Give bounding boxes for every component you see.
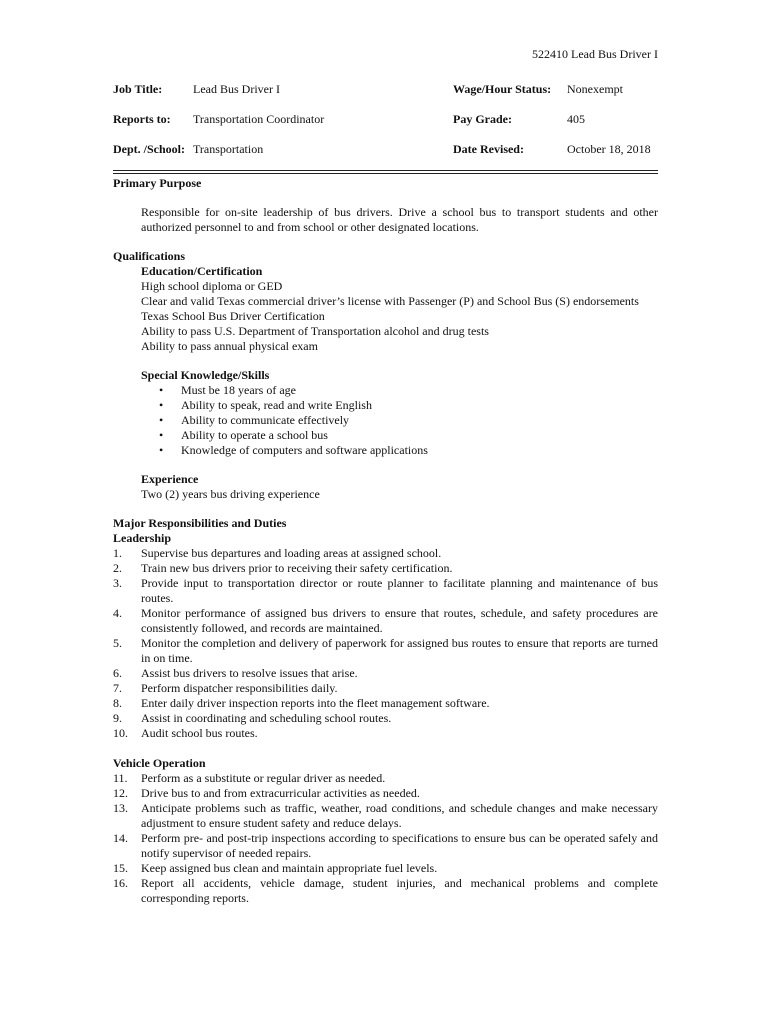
vehicle-duties-list	[113, 771, 658, 906]
duty-text: Supervise bus departures and loading areas at assigned school.	[141, 546, 442, 560]
duty-text: Assist in coordinating and scheduling school routes.	[141, 711, 392, 725]
duty-number: 16.	[113, 876, 128, 890]
skills-list	[113, 383, 658, 458]
duty-item	[113, 786, 658, 801]
duty-number: 7.	[113, 681, 122, 695]
wage-status-label: Wage/Hour Status:	[453, 82, 552, 96]
skill-item: • Knowledge of computers and software applications	[181, 443, 658, 458]
education-item: Clear and valid Texas commercial driver’s license with Passenger (P) and School Bus (S) endorsements	[141, 294, 639, 308]
duty-text: Assist bus drivers to resolve issues that arise.	[141, 666, 358, 680]
duty-text: Enter daily driver inspection reports into the fleet management software.	[141, 696, 490, 710]
duty-text: Perform pre- and post-trip inspections according to specifications to ensure bus can be operated safely and notify supervisor of needed repairs.	[141, 831, 658, 860]
duty-number: 12.	[113, 786, 128, 800]
date-revised-value: October 18, 2018	[567, 142, 651, 156]
duty-item	[113, 711, 658, 726]
duty-item	[113, 771, 658, 786]
duty-number: 3.	[113, 576, 122, 590]
duty-number: 1.	[113, 546, 122, 560]
header-row-1	[113, 82, 658, 112]
header-divider	[113, 170, 658, 171]
duty-text: Anticipate problems such as traffic, weather, road conditions, and schedule changes and make necessary adjustment to ensure student safety and reduce delays.	[141, 801, 658, 830]
skill-item: • Ability to communicate effectively	[181, 413, 658, 428]
skills-heading: Special Knowledge/Skills	[141, 368, 270, 382]
duty-item	[113, 801, 658, 831]
education-heading: Education/Certification	[141, 264, 263, 278]
duty-item	[113, 666, 658, 681]
skill-item: • Must be 18 years of age	[181, 383, 658, 398]
job-header	[113, 82, 658, 172]
duty-text: Train new bus drivers prior to receiving their safety certification.	[141, 561, 453, 575]
education-item: Ability to pass U.S. Department of Transportation alcohol and drug tests	[141, 324, 489, 338]
duty-item	[113, 546, 658, 561]
dept-label: Dept. /School:	[113, 142, 185, 156]
duty-text: Report all accidents, vehicle damage, student injuries, and mechanical problems and complete corresponding reports.	[141, 876, 658, 905]
job-title-value: Lead Bus Driver I	[193, 82, 280, 96]
duty-item	[113, 681, 658, 696]
primary-purpose-heading: Primary Purpose	[113, 176, 202, 190]
duty-text: Audit school bus routes.	[141, 726, 258, 740]
leadership-duties-list	[113, 546, 658, 741]
skill-item: • Ability to speak, read and write English	[181, 398, 658, 413]
skill-item: • Ability to operate a school bus	[181, 428, 658, 443]
duties-heading: Major Responsibilities and Duties	[113, 516, 287, 530]
duty-item	[113, 636, 658, 666]
duty-item	[113, 831, 658, 861]
education-list	[113, 279, 658, 354]
duty-item	[113, 726, 658, 741]
duty-text: Keep assigned bus clean and maintain appropriate fuel levels.	[141, 861, 438, 875]
duty-number: 11.	[113, 771, 128, 785]
duty-number: 13.	[113, 801, 128, 815]
vehicle-operation-heading: Vehicle Operation	[113, 756, 206, 770]
duty-item	[113, 696, 658, 711]
education-item: High school diploma or GED	[141, 279, 283, 293]
reports-to-label: Reports to:	[113, 112, 171, 126]
education-item: Texas School Bus Driver Certification	[141, 309, 325, 323]
qualifications-heading: Qualifications	[113, 249, 186, 263]
duty-number: 2.	[113, 561, 122, 575]
wage-status-value: Nonexempt	[567, 82, 623, 96]
education-item: Ability to pass annual physical exam	[141, 339, 318, 353]
duty-text: Provide input to transportation director or route planner to facilitate planning and maintenance of bus routes.	[141, 576, 658, 605]
header-row-3	[113, 142, 658, 172]
duty-number: 10.	[113, 726, 128, 740]
duty-item	[113, 561, 658, 576]
duty-number: 8.	[113, 696, 122, 710]
dept-value: Transportation	[193, 142, 264, 156]
document-code: 522410 Lead Bus Driver I	[532, 47, 658, 61]
leadership-heading: Leadership	[113, 531, 172, 545]
duty-text: Perform as a substitute or regular driver as needed.	[141, 771, 386, 785]
duty-item	[113, 576, 658, 606]
duty-item	[113, 606, 658, 636]
experience-heading: Experience	[141, 472, 199, 486]
job-title-label: Job Title:	[113, 82, 163, 96]
experience-text: Two (2) years bus driving experience	[141, 487, 320, 501]
duty-text: Monitor the completion and delivery of paperwork for assigned bus routes to ensure that reports are turned in on time.	[141, 636, 658, 665]
header-divider-second	[113, 173, 658, 174]
document-body	[113, 176, 658, 906]
primary-purpose-text: Responsible for on-site leadership of bus drivers. Drive a school bus to transport students and other authorized personnel to and from school or other designated locations.	[141, 205, 658, 234]
duty-text: Perform dispatcher responsibilities daily.	[141, 681, 338, 695]
duty-number: 4.	[113, 606, 122, 620]
duty-number: 14.	[113, 831, 128, 845]
reports-to-value: Transportation Coordinator	[193, 112, 325, 126]
duty-item	[113, 876, 658, 906]
duty-text: Drive bus to and from extracurricular activities as needed.	[141, 786, 420, 800]
duty-item	[113, 861, 658, 876]
duty-number: 15.	[113, 861, 128, 875]
header-row-2	[113, 112, 658, 142]
date-revised-label: Date Revised:	[453, 142, 524, 156]
duty-text: Monitor performance of assigned bus drivers to ensure that routes, schedule, and safety procedures are consistently followed, and records are maintained.	[141, 606, 658, 635]
duty-number: 5.	[113, 636, 122, 650]
duty-number: 6.	[113, 666, 122, 680]
pay-grade-value: 405	[567, 112, 585, 126]
pay-grade-label: Pay Grade:	[453, 112, 512, 126]
duty-number: 9.	[113, 711, 122, 725]
